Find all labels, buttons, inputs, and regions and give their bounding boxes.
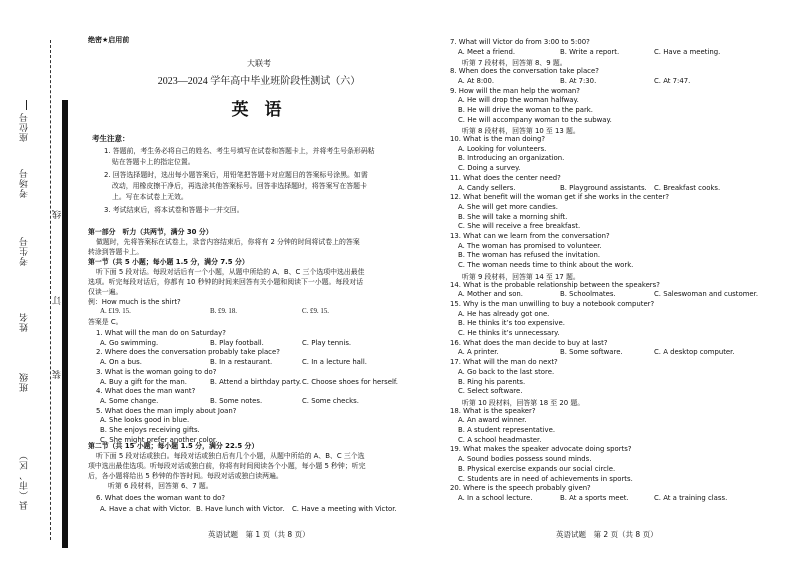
question-11: 11. What does the center need? <box>450 173 561 182</box>
question-3-option-b: B. Attend a birthday party. <box>210 377 302 386</box>
question-15-option-c: C. He thinks it’s unnecessary. <box>458 329 560 337</box>
question-6-option-c: C. Have a meeting with Victor. <box>292 505 397 513</box>
question-7-option-c: C. Have a meeting. <box>654 47 721 56</box>
question-9: 9. How will the man help the woman? <box>450 86 580 95</box>
question-4-option-b: B. Some notes. <box>210 396 263 405</box>
section2-title: 第二节（共 15 小题；每小题 1.5 分，满分 22.5 分） <box>88 442 259 450</box>
notice-heading: 考生注意： <box>92 134 130 143</box>
subject-title: 英 语 <box>231 100 287 120</box>
question-3: 3. What is the woman going to do? <box>96 367 217 376</box>
part1-intro-2: 转涂到答题卡上。 <box>88 248 144 256</box>
question-13-option-c: C. The woman needs time to think about the work. <box>458 261 634 270</box>
question-1-option-a: A. Go swimming. <box>100 338 159 347</box>
question-5: 5. What does the man imply about Joan? <box>96 406 237 415</box>
question-13: 13. What can we learn from the conversation? <box>450 232 610 240</box>
section2-desc-3: 后，各小题将给出 5 秒钟的作答时间。每段对话或独白读两遍。 <box>88 472 283 480</box>
question-15-option-b: B. He thinks it’s too expensive. <box>458 319 565 328</box>
org-title: 大联考 <box>247 59 271 68</box>
question-3-option-a: A. Buy a gift for the man. <box>100 377 187 386</box>
question-8: 8. When does the conversation take place? <box>450 67 599 76</box>
notice-item-2b: 改动，用橡皮擦干净后，再选涂其他答案标号。回答非选择题时，将答案写在答题卡 <box>112 182 367 190</box>
question-15-option-a: A. He has already got one. <box>458 309 550 318</box>
footer-right: 英语试题 第 2 页（共 8 页） <box>556 530 658 539</box>
material-note-13: 听第 9 段材料，回答第 14 至 17 题。 <box>462 272 580 281</box>
material-note-7: 听第 7 段材料，回答第 8、9 题。 <box>462 59 567 68</box>
section1-desc-1: 听下面 5 段对话。每段对话后有一个小题，从题中所给的 A、B、C 三个选项中选出最佳 <box>96 268 365 276</box>
question-18: 18. What is the speaker? <box>450 406 536 415</box>
binding-word-fold: 订 <box>53 296 63 305</box>
question-6-option-a: A. Have a chat with Victor. <box>100 505 191 513</box>
question-10-option-a: A. Looking for volunteers. <box>458 144 547 153</box>
question-11-option-b: B. Playground assistants. <box>560 183 647 192</box>
exam-room-label: 考场号 <box>20 168 30 198</box>
exam-title: 2023—2024 学年高中毕业班阶段性测试（六） <box>157 76 361 87</box>
question-11-option-c: C. Breakfast cooks. <box>654 183 721 192</box>
question-17-option-b: B. Ring his parents. <box>458 377 526 386</box>
question-12-option-b: B. She will take a morning shift. <box>458 212 568 221</box>
question-18-option-b: B. A student representative. <box>458 426 556 434</box>
question-17-option-a: A. Go back to the last store. <box>458 367 555 376</box>
section2-material-6: 听第 6 段材料，回答第 6、7 题。 <box>108 482 213 490</box>
question-20-option-b: B. At a sports meet. <box>560 493 629 502</box>
example-option-c: C. £9. 15. <box>302 308 329 315</box>
question-2-option-b: B. In a restaurant. <box>210 358 273 367</box>
footer-left: 英语试题 第 1 页（共 8 页） <box>208 530 310 539</box>
question-2-option-a: A. On a bus. <box>100 358 142 367</box>
binding-word-bind: 装 <box>53 370 63 379</box>
section1-desc-3: 仅读一遍。 <box>88 288 123 296</box>
question-18-option-c: C. A school headmaster. <box>458 435 542 444</box>
notice-item-1b: 贴在答题卡上的指定位置。 <box>112 158 195 166</box>
part1-intro-1: 做题时，先将答案标在试卷上，录音内容结束后，你将有 2 分钟的时间将试卷上的答案 <box>96 238 360 246</box>
question-4-option-c: C. Some checks. <box>302 396 359 405</box>
question-10: 10. What is the man doing? <box>450 135 546 143</box>
example-option-a: A. £19. 15. <box>100 308 131 315</box>
material-note-9: 听第 8 段材料，回答第 10 至 13 题。 <box>462 127 580 136</box>
question-6-option-b: B. Have lunch with Victor. <box>196 505 285 513</box>
notice-item-2a: 2. 回答选择题时，选出每小题答案后，用铅笔把答题卡对应题目的答案标号涂黑。如需 <box>104 171 368 179</box>
question-8-option-b: B. At 7:30. <box>560 76 597 85</box>
binding-bar <box>62 100 68 548</box>
binding-strip <box>0 0 76 561</box>
question-1-option-b: B. Play football. <box>210 338 264 347</box>
section1-title: 第一节（共 5 小题；每小题 1.5 分，满分 7.5 分） <box>88 258 249 266</box>
question-8-option-a: A. At 8:00. <box>458 76 495 85</box>
question-7-option-b: B. Write a report. <box>560 47 620 56</box>
question-19-option-b: B. Physical exercise expands our social circle. <box>458 464 616 473</box>
question-7: 7. What will Victor do from 3:00 to 5:00? <box>450 38 590 46</box>
question-16-option-a: A. A printer. <box>458 348 499 357</box>
question-16: 16. What does the man decide to buy at last? <box>450 338 608 347</box>
question-6: 6. What does the woman want to do? <box>96 494 225 502</box>
question-1: 1. What will the man do on Saturday? <box>96 329 226 337</box>
name-label: 姓名 <box>20 312 30 332</box>
question-9-option-c: C. He will accompany woman to the subway. <box>458 115 612 124</box>
question-12-option-a: A. She will get more candies. <box>458 202 558 211</box>
question-5-option-c: C. She might prefer another color. <box>100 435 218 444</box>
question-12-option-c: C. She will receive a free breakfast. <box>458 222 581 231</box>
question-15: 15. Why is the man unwilling to buy a notebook computer? <box>450 299 655 308</box>
binding-dashed-line <box>50 40 51 540</box>
question-7-option-a: A. Meet a friend. <box>458 47 516 56</box>
question-2-option-c: C. In a lecture hall. <box>302 358 367 367</box>
question-9-option-b: B. He will drive the woman to the park. <box>458 105 593 114</box>
question-19: 19. What makes the speaker advocate doing sports? <box>450 445 632 454</box>
seat-number-label: 座位号 <box>20 112 30 142</box>
question-16-option-b: B. Some software. <box>560 348 623 357</box>
question-3-option-c: C. Choose shoes for herself. <box>302 377 398 386</box>
example-answer: 答案是 C。 <box>88 318 123 326</box>
question-14-option-b: B. Schoolmates. <box>560 290 616 299</box>
question-14-option-c: C. Saleswoman and customer. <box>654 290 759 299</box>
question-5-option-a: A. She looks good in blue. <box>100 416 190 425</box>
part1-title: 第一部分 听力（共两节，满分 30 分） <box>88 228 213 236</box>
question-4-option-a: A. Some change. <box>100 396 159 405</box>
question-11-option-a: A. Candy sellers. <box>458 183 516 192</box>
question-8-option-c: C. At 7:47. <box>654 76 691 85</box>
question-17: 17. What will the man do next? <box>450 358 558 367</box>
question-20: 20. Where is the speech probably given? <box>450 484 591 493</box>
question-2: 2. Where does the conversation probably take place? <box>96 348 280 357</box>
section2-desc-2: 项中选出最佳选项。听每段对话或独白前，你将有时间阅读各个小题，每小题 5 秒钟；听完 <box>88 462 366 470</box>
notice-item-1a: 1. 答题前，考生务必将自己的姓名、考生号填写在试卷和答题卡上，并将考生号条形码粘 <box>104 147 375 155</box>
question-14: 14. What is the probable relationship between the speakers? <box>450 280 660 289</box>
question-16-option-c: C. A desktop computer. <box>654 348 735 357</box>
example-question: 例：How much is the shirt? <box>88 298 181 306</box>
question-5-option-b: B. She enjoys receiving gifts. <box>100 426 200 434</box>
question-20-option-c: C. At a training class. <box>654 493 728 502</box>
seat-number-line <box>26 100 27 110</box>
question-19-option-c: C. Students are in need of achievements in sports. <box>458 474 633 483</box>
question-14-option-a: A. Mother and son. <box>458 290 523 299</box>
material-note-17: 听第 10 段材料，回答第 18 至 20 题。 <box>462 398 585 407</box>
question-18-option-a: A. An award winner. <box>458 416 527 425</box>
secret-label: 绝密★启用前 <box>88 36 130 44</box>
question-10-option-b: B. Introducing an organization. <box>458 154 565 163</box>
question-13-option-b: B. The woman has refused the invitation. <box>458 251 601 260</box>
binding-word-line: 线 <box>53 210 63 219</box>
question-10-option-c: C. Doing a survey. <box>458 164 521 173</box>
question-4: 4. What does the man want? <box>96 387 196 396</box>
question-20-option-a: A. In a school lecture. <box>458 493 533 502</box>
question-1-option-c: C. Play tennis. <box>302 338 352 347</box>
section2-desc-1: 听下面 5 段对话或独白。每段对话或独白后有几个小题，从题中所给的 A、B、C 三个选 <box>96 452 365 460</box>
section1-desc-2: 选项。听完每段对话后，你都有 10 秒钟的时间来回答有关小题和阅读下一小题。每段对话 <box>88 278 363 286</box>
question-13-option-a: A. The woman has promised to volunteer. <box>458 241 602 250</box>
question-17-option-c: C. Select software. <box>458 387 523 396</box>
question-12: 12. What benefit will the woman get if she works in the center? <box>450 193 669 202</box>
notice-item-2c: 上。写在本试卷上无效。 <box>112 193 188 201</box>
question-9-option-a: A. He will drop the woman halfway. <box>458 96 579 105</box>
candidate-number-label: 考生号 <box>20 236 30 266</box>
question-19-option-a: A. Sound bodies possess sound minds. <box>458 455 592 464</box>
county-label: 县（市、区） <box>20 450 30 510</box>
example-option-b: B. £9. 18. <box>210 308 237 315</box>
notice-item-3: 3. 考试结束后，将本试卷和答题卡一并交回。 <box>104 206 244 214</box>
class-label: 班级 <box>20 372 30 392</box>
